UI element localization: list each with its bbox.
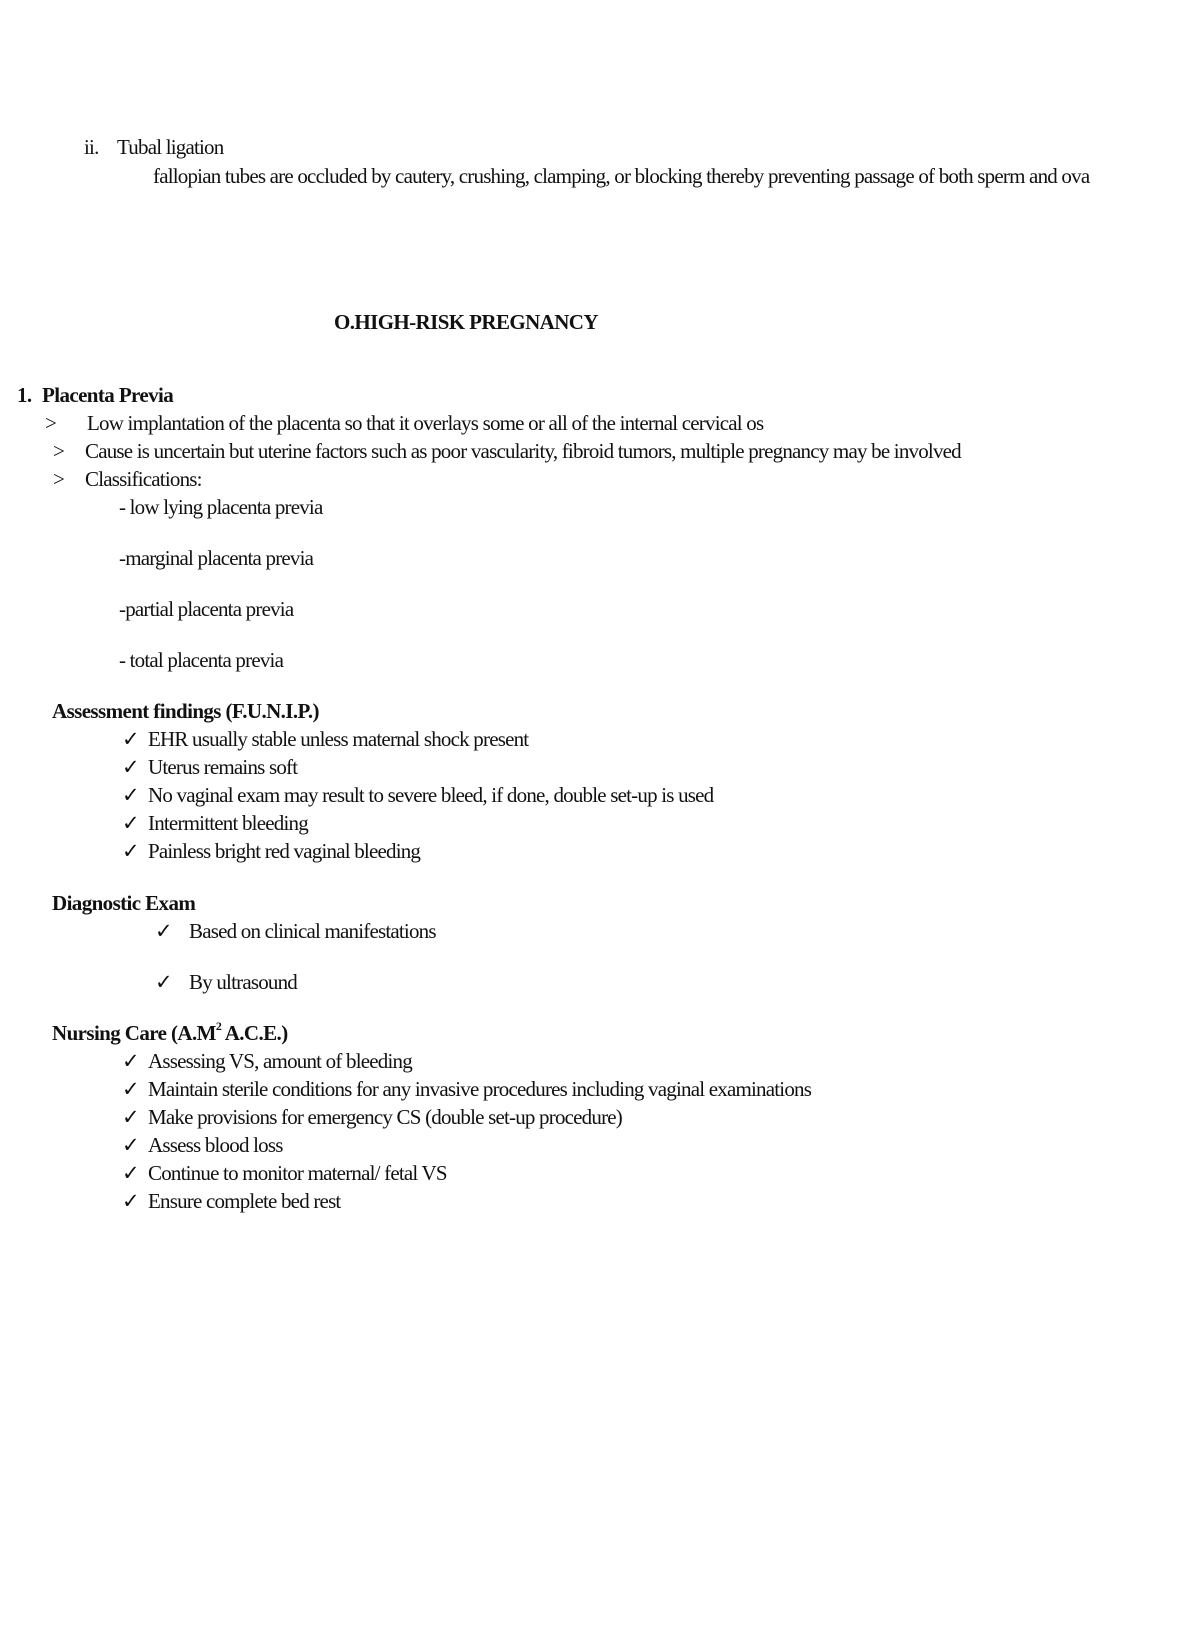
checklist-item xyxy=(122,1104,622,1130)
checkmark-icon: ✓ xyxy=(155,970,172,994)
placenta-previa-heading: Placenta Previa xyxy=(42,383,174,407)
nursing-heading-tail: A.C.E.) xyxy=(221,1021,288,1045)
classification-item: -marginal placenta previa xyxy=(119,546,314,570)
checkmark-icon: ✓ xyxy=(122,839,139,863)
checklist-item xyxy=(122,1048,412,1074)
checklist-text: By ultrasound xyxy=(189,970,298,994)
item-number: 1. xyxy=(17,383,32,407)
checklist-text: Maintain sterile conditions for any invasive procedures including vaginal examinations xyxy=(148,1077,812,1101)
checkmark-icon: ✓ xyxy=(122,783,139,807)
classification-item: - total placenta previa xyxy=(119,648,284,672)
checklist-item xyxy=(122,1076,811,1102)
checklist-item xyxy=(122,1160,447,1186)
checkmark-icon: ✓ xyxy=(122,811,139,835)
checkmark-icon: ✓ xyxy=(122,1133,139,1157)
arrow-bullet-icon: > xyxy=(53,467,65,491)
nursing-heading-text: Nursing Care (A.M xyxy=(52,1021,216,1045)
checklist-text: Assess blood loss xyxy=(148,1133,283,1157)
checklist-item xyxy=(122,782,713,808)
nursing-heading-superscript: 2 xyxy=(215,1019,222,1033)
nursing-care-heading xyxy=(52,1020,288,1046)
tubal-ligation-title: Tubal ligation xyxy=(117,135,224,159)
classification-item: -partial placenta previa xyxy=(119,597,294,621)
checklist-item xyxy=(122,810,308,836)
checkmark-icon: ✓ xyxy=(122,727,139,751)
checklist-text: Ensure complete bed rest xyxy=(148,1189,341,1213)
checklist-item xyxy=(122,754,297,780)
checkmark-icon: ✓ xyxy=(122,755,139,779)
bullet-text: Cause is uncertain but uterine factors such as poor vascularity, fibroid tumors, multiple pregnancy may be involved xyxy=(85,439,961,463)
checklist-item xyxy=(155,969,297,995)
assessment-heading: Assessment findings (F.U.N.I.P.) xyxy=(52,699,319,723)
bullet-text: Low implantation of the placenta so that it overlays some or all of the internal cervical os xyxy=(87,411,764,435)
arrow-bullet-icon: > xyxy=(45,411,57,435)
checkmark-icon: ✓ xyxy=(122,1161,139,1185)
list-marker-ii: ii. xyxy=(84,135,99,159)
checklist-text: Continue to monitor maternal/ fetal VS xyxy=(148,1161,447,1185)
checklist-text: Based on clinical manifestations xyxy=(189,919,436,943)
checklist-item xyxy=(122,726,528,752)
checklist-text: Painless bright red vaginal bleeding xyxy=(148,839,421,863)
checkmark-icon: ✓ xyxy=(122,1049,139,1073)
checkmark-icon: ✓ xyxy=(155,919,172,943)
checkmark-icon: ✓ xyxy=(122,1189,139,1213)
diagnostic-heading: Diagnostic Exam xyxy=(52,891,196,915)
checklist-text: Make provisions for emergency CS (double set-up procedure) xyxy=(148,1105,622,1129)
checklist-item xyxy=(122,838,420,864)
checkmark-icon: ✓ xyxy=(122,1105,139,1129)
classification-item: - low lying placenta previa xyxy=(119,495,323,519)
checklist-item xyxy=(155,918,436,944)
checklist-text: No vaginal exam may result to severe bleed, if done, double set-up is used xyxy=(148,783,714,807)
checklist-text: Assessing VS, amount of bleeding xyxy=(148,1049,412,1073)
checklist-text: Uterus remains soft xyxy=(148,755,298,779)
checklist-item xyxy=(122,1188,340,1214)
checkmark-icon: ✓ xyxy=(122,1077,139,1101)
section-title: O.HIGH-RISK PREGNANCY xyxy=(334,310,598,334)
checklist-text: Intermittent bleeding xyxy=(148,811,308,835)
bullet-text: Classifications: xyxy=(85,467,202,491)
arrow-bullet-icon: > xyxy=(53,439,65,463)
checklist-text: EHR usually stable unless maternal shock present xyxy=(148,727,529,751)
checklist-item xyxy=(122,1132,283,1158)
tubal-ligation-description: fallopian tubes are occluded by cautery, crushing, clamping, or blocking thereby preventing passage of both sperm and ova xyxy=(153,164,1090,188)
